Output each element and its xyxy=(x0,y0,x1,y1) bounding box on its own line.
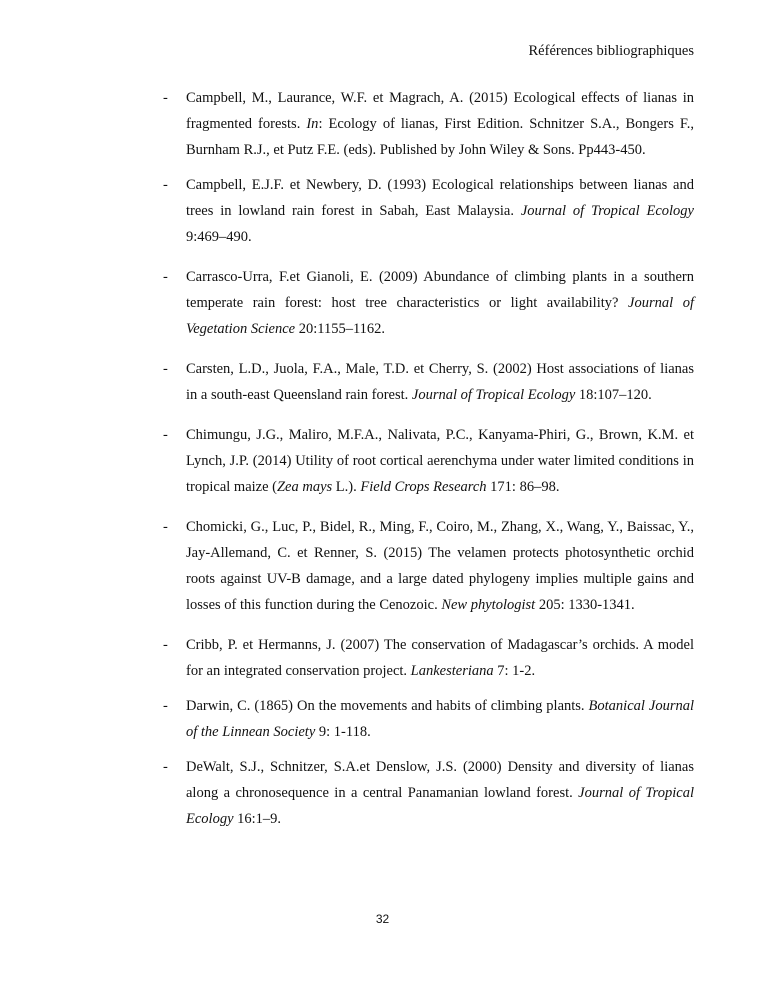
reference-item xyxy=(163,422,694,500)
list-dash: - xyxy=(163,177,168,193)
reference-italic-segment: New phytologist xyxy=(441,597,536,613)
reference-segment: 18:107–120. xyxy=(575,387,652,403)
reference-text xyxy=(186,754,694,832)
reference-segment: Campbell, E.J.F. et Newbery, D. (1993) Ecological relationships between lianas and trees in lowland rain forest in Sabah, East Malaysia. xyxy=(186,177,694,219)
reference-segment: Darwin, C. (1865) On the movements and habits of climbing plants. xyxy=(186,698,589,714)
reference-italic-segment: Field Crops Research xyxy=(360,479,487,495)
reference-segment: Chimungu, J.G., Maliro, M.F.A., Nalivata, P.C., Kanyama-Phiri, G., Brown, K.M. et Lynch, J.P. (2014) Utility of root cortical aerenchyma under water limited conditions in tropical maize ( xyxy=(186,427,694,495)
reference-text xyxy=(186,514,694,618)
reference-italic-segment: Journal of Tropical Ecology xyxy=(186,785,694,827)
reference-segment: 9: 1-118. xyxy=(315,724,371,740)
reference-segment: Chomicki, G., Luc, P., Bidel, R., Ming, F., Coiro, M., Zhang, X., Wang, Y., Baissac, Y., Jay-Allemand, C. et Renner, S. (2015) The velamen protects photosynthetic orchid roots against UV-B damage, and a large dated phylogeny implies multiple gains and losses of this function during the Cenozoic. xyxy=(186,519,694,613)
reference-segment: Carsten, L.D., Juola, F.A., Male, T.D. et Cherry, S. (2002) Host associations of lianas in a south-east Queensland rain forest. xyxy=(186,361,694,403)
reference-segment: 20:1155–1162. xyxy=(295,321,386,337)
reference-text xyxy=(186,264,694,342)
reference-segment: Campbell, M., Laurance, W.F. et Magrach, A. (2015) Ecological effects of lianas in fragmented forests. xyxy=(186,90,694,132)
reference-italic-segment: In xyxy=(306,116,319,132)
reference-italic-segment: Journal of Vegetation Science xyxy=(186,295,694,337)
list-dash: - xyxy=(163,519,168,535)
list-dash: - xyxy=(163,269,168,285)
reference-segment: : Ecology of lianas, First Edition. Schnitzer S.A., Bongers F., Burnham R.J., et Putz F.E. (eds). Published by John Wiley & Sons. Pp443-450. xyxy=(186,116,695,158)
reference-item xyxy=(163,754,694,832)
reference-text xyxy=(186,356,694,408)
reference-text xyxy=(186,632,694,684)
list-dash: - xyxy=(163,759,168,775)
reference-item xyxy=(163,172,694,250)
reference-text xyxy=(186,172,694,250)
reference-segment: Cribb, P. et Hermanns, J. (2007) The conservation of Madagascar’s orchids. A model for an integrated conservation project. xyxy=(186,637,694,679)
reference-segment: 205: 1330-1341. xyxy=(535,597,635,613)
reference-item xyxy=(163,356,694,408)
reference-segment: 16:1–9. xyxy=(233,811,282,827)
reference-text xyxy=(186,693,694,745)
reference-italic-segment: Journal of Tropical Ecology xyxy=(411,387,576,403)
reference-text xyxy=(186,85,694,163)
list-dash: - xyxy=(163,90,168,106)
reference-segment: 171: 86–98. xyxy=(486,479,560,495)
reference-item xyxy=(163,514,694,618)
page-number: 32 xyxy=(375,912,390,926)
reference-text xyxy=(186,422,694,500)
reference-segment: Carrasco-Urra, F.et Gianoli, E. (2009) Abundance of climbing plants in a southern temperate rain forest: host tree characteristics or light availability? xyxy=(186,269,694,311)
list-dash: - xyxy=(163,698,168,714)
reference-italic-segment: Zea mays xyxy=(276,479,333,495)
reference-italic-segment: Botanical Journal of the Linnean Society xyxy=(186,698,694,740)
reference-segment: DeWalt, S.J., Schnitzer, S.A.et Denslow, J.S. (2000) Density and diversity of lianas along a chronosequence in a central Panamanian lowland forest. xyxy=(186,759,694,801)
reference-italic-segment: Lankesteriana xyxy=(410,663,494,679)
reference-item xyxy=(163,264,694,342)
reference-segment: 9:469–490. xyxy=(186,229,252,245)
reference-italic-segment: Journal of Tropical Ecology xyxy=(520,203,694,219)
list-dash: - xyxy=(163,637,168,653)
running-header: Références bibliographiques xyxy=(528,43,694,59)
list-dash: - xyxy=(163,361,168,377)
list-dash: - xyxy=(163,427,168,443)
reference-item xyxy=(163,85,694,163)
reference-item xyxy=(163,693,694,745)
reference-segment: L.). xyxy=(332,479,361,495)
reference-segment: 7: 1-2. xyxy=(493,663,536,679)
reference-list xyxy=(163,85,694,841)
reference-item xyxy=(163,632,694,684)
